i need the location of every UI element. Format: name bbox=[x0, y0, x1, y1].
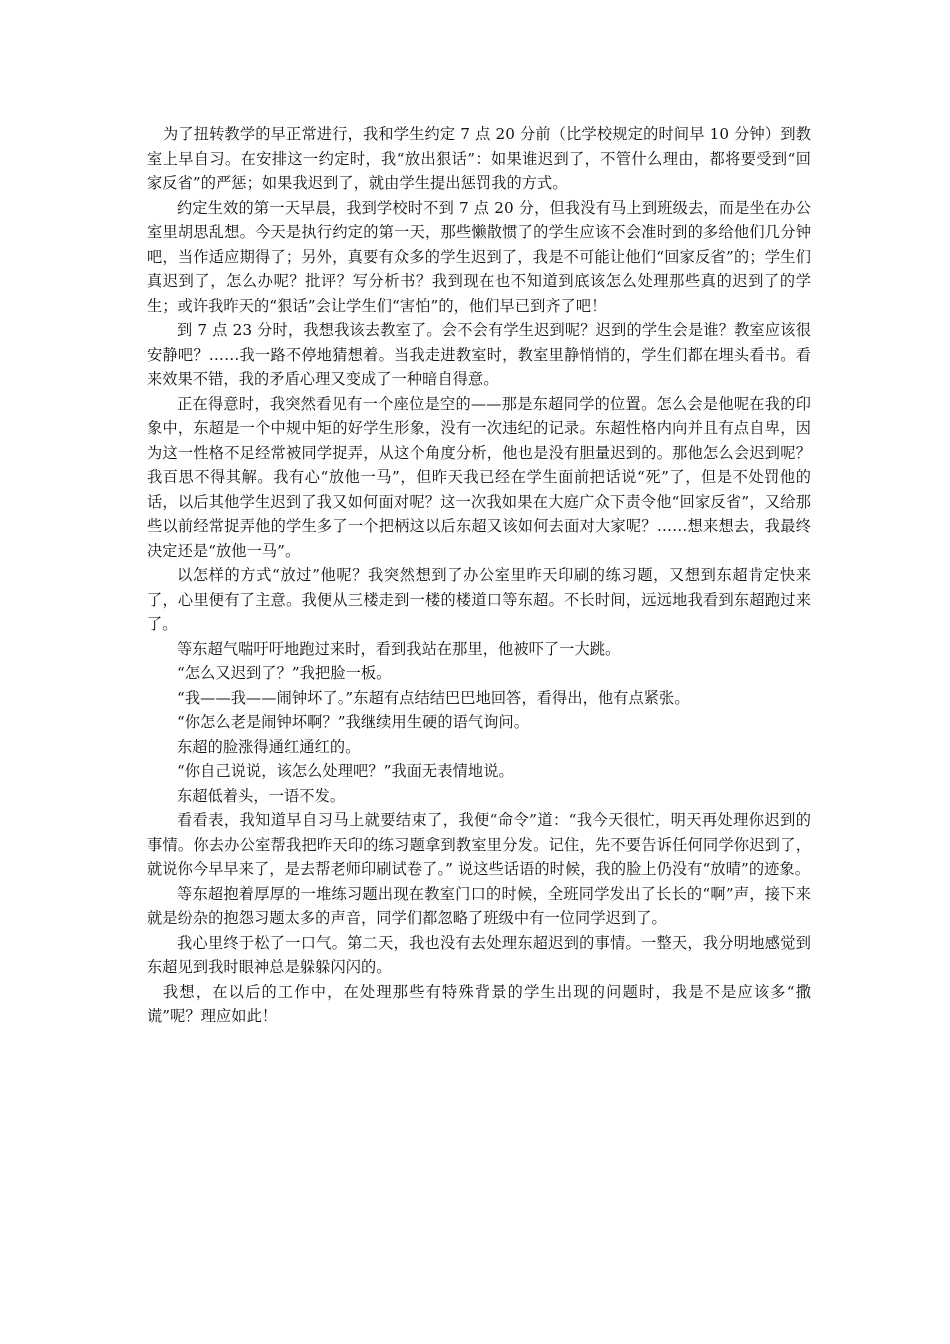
paragraph-9: “你怎么老是闹钟坏啊？”我继续用生硬的语气询问。 bbox=[177, 713, 530, 731]
paragraph-3: 到 7 点 23 分时，我想我该去教室了。会不会有学生迟到呢？迟到的学生会是谁？教室应该很安静吧？……我一路不停地猜想着。当我走进教室时，教室里静悄悄的，学生们都在埋头看书。看来效果不错，我的矛盾心理又变成了一种暗自得意。 bbox=[147, 321, 811, 388]
paragraph-10: 东超的脸涨得通红通红的。 bbox=[177, 737, 361, 756]
paragraph-16: 我想，在以后的工作中，在处理那些有特殊背景的学生出现的问题时，我是不是应该多“撒谎”呢？理应如此！ bbox=[147, 982, 811, 1025]
paragraph-12: 东超低着头，一语不发。 bbox=[177, 786, 346, 805]
paragraph-1: 为了扭转教学的早正常进行，我和学生约定 7 点 20 分前（比学校规定的时间早 10 分钟）到教室上早自习。在安排这一约定时，我“放出狠话”：如果谁迟到了，不管什么理由，都将要受到“回家反省”的严惩；如果我迟到了，就由学生提出惩罚我的方式。 bbox=[147, 125, 811, 192]
paragraph-4: 正在得意时，我突然看见有一个座位是空的——那是东超同学的位置。怎么会是他呢在我的印象中，东超是一个中规中矩的好学生形象，没有一次违纪的记录。东超性格内向并且有点自卑，因为这一性格不足经常被同学捉弄，从这个角度分析，他也是没有胆量迟到的。那他怎么会迟到呢？我百思不得其解。我有心“放他一马”，但昨天我已经在学生面前把话说“死”了，但是不处罚他的话，以后其他学生迟到了我又如何面对呢？这一次我如果在大庭广众下责令他“回家反省”，又给那些以前经常捉弄他的学生多了一个把柄这以后东超又该如何去面对大家呢？……想来想去，我最终决定还是“放他一马”。 bbox=[147, 394, 811, 560]
paragraph-13: 看看表，我知道早自习马上就要结束了，我便“命令”道：“我今天很忙，明天再处理你迟到的事情。你去办公室帮我把昨天印的练习题拿到教室里分发。记住，先不要告诉任何同学你迟到了，就说你今早早来了，是去帮老师印刷试卷了。” 说这些话语的时候，我的脸上仍没有“放晴”的迹象。 bbox=[147, 811, 811, 878]
paragraph-2: 约定生效的第一天早晨，我到学校时不到 7 点 20 分，但我没有马上到班级去，而是坐在办公室里胡思乱想。今天是执行约定的第一天，那些懒散惯了的学生应该不会准时到的多给他们几分钟吧，当作适应期得了；另外，真要有众多的学生迟到了，我是不可能让他们“回家反省”的；学生们真迟到了，怎么办呢？批评？写分析书？我到现在也不知道到底该怎么处理那些真的迟到了的学生；或许我昨天的“狠话”会让学生们“害怕”的，他们早已到齐了吧！ bbox=[147, 198, 811, 315]
paragraph-7: “怎么又迟到了？”我把脸一板。 bbox=[177, 664, 392, 682]
paragraph-6: 等东超气喘吁吁地跑过来时，看到我站在那里，他被吓了一大跳。 bbox=[177, 639, 621, 658]
paragraph-5: 以怎样的方式“放过”他呢？我突然想到了办公室里昨天印刷的练习题，又想到东超肯定快来了，心里便有了主意。我便从三楼走到一楼的楼道口等东超。不长时间，远远地我看到东超跑过来了。 bbox=[147, 566, 811, 633]
paragraph-14: 等东超抱着厚厚的一堆练习题出现在教室门口的时候，全班同学发出了长长的“啊”声，接下来就是纷杂的抱怨习题太多的声音，同学们都忽略了班级中有一位同学迟到了。 bbox=[147, 884, 811, 927]
paragraph-15: 我心里终于松了一口气。第二天，我也没有去处理东超迟到的事情。一整天，我分明地感觉到东超见到我时眼神总是躲躲闪闪的。 bbox=[147, 933, 811, 976]
document-page bbox=[147, 122, 811, 1029]
paragraph-8: “我——我——闹钟坏了。”东超有点结结巴巴地回答，看得出，他有点紧张。 bbox=[177, 688, 690, 707]
paragraph-11: “你自己说说，该怎么处理吧？”我面无表情地说。 bbox=[177, 762, 514, 780]
